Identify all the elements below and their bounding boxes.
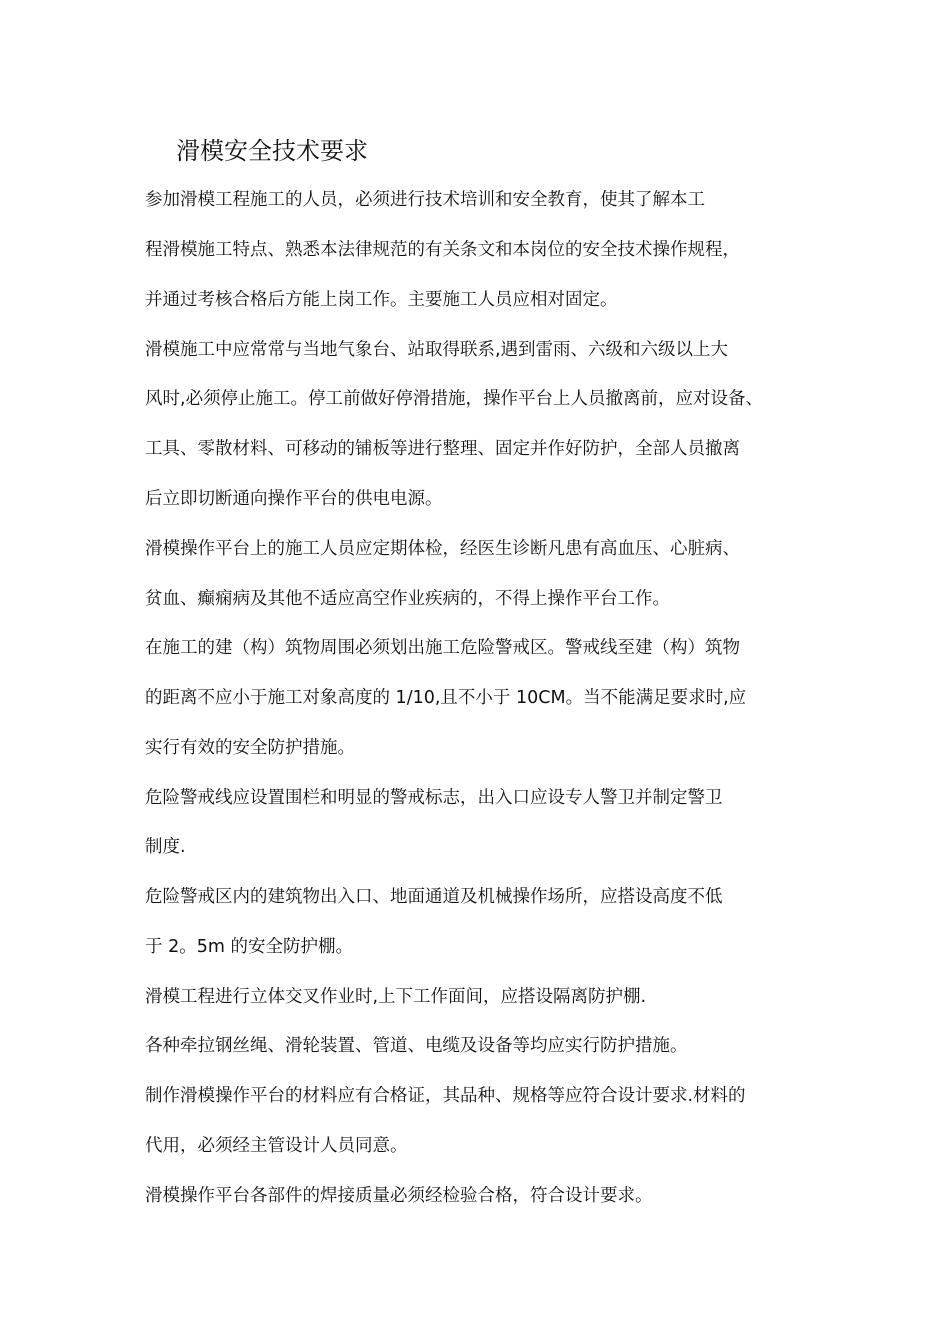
paragraph-line: 危险警戒线应设置围栏和明显的警戒标志，出入口应设专人警卫并制定警卫 (145, 788, 723, 808)
document-title: 滑模安全技术要求 (176, 137, 368, 165)
paragraph-line: 贫血、癫痫病及其他不适应高空作业疾病的，不得上操作平台工作。 (145, 589, 670, 609)
paragraph-line: 滑模操作平台各部件的焊接质量必须经检验合格，符合设计要求。 (145, 1186, 653, 1206)
paragraph-line: 后立即切断通向操作平台的供电电源。 (145, 489, 443, 509)
paragraph-line: 滑模操作平台上的施工人员应定期体检，经医生诊断凡患有高血压、心脏病、 (145, 539, 740, 559)
paragraph-line: 程滑模施工特点、熟悉本法律规范的有关条文和本岗位的安全技术操作规程， (145, 240, 740, 260)
paragraph-line: 的距离不应小于施工对象高度的 1/10,且不小于 10CM。当不能满足要求时,应 (145, 688, 747, 708)
paragraph-line: 制作滑模操作平台的材料应有合格证，其品种、规格等应符合设计要求.材料的 (145, 1086, 746, 1106)
paragraph-line: 危险警戒区内的建筑物出入口、地面通道及机械操作场所，应搭设高度不低 (145, 887, 723, 907)
paragraph-line: 滑模工程进行立体交叉作业时,上下工作面间，应搭设隔离防护棚. (145, 987, 647, 1007)
paragraph-line: 参加滑模工程施工的人员，必须进行技术培训和安全教育，使其了解本工 (145, 190, 705, 210)
paragraph-line: 工具、零散材料、可移动的铺板等进行整理、固定并作好防护，全部人员撤离 (145, 439, 740, 459)
paragraph-line: 在施工的建（构）筑物周围必须划出施工危险警戒区。警戒线至建（构）筑物 (145, 638, 740, 658)
paragraph-line: 代用，必须经主管设计人员同意。 (145, 1136, 408, 1156)
paragraph-line: 制度. (145, 837, 186, 857)
paragraph-line: 实行有效的安全防护措施。 (145, 738, 355, 758)
paragraph-line: 各种牵拉钢丝绳、滑轮装置、管道、电缆及设备等均应实行防护措施。 (145, 1036, 688, 1056)
paragraph-line: 风时,必须停止施工。停工前做好停滑措施，操作平台上人员撤离前，应对设备、 (145, 389, 764, 409)
paragraph-line: 并通过考核合格后方能上岗工作。主要施工人员应相对固定。 (145, 290, 618, 310)
paragraph-line: 滑模施工中应常常与当地气象台、站取得联系,遇到雷雨、六级和六级以上大 (145, 340, 729, 360)
paragraph-line: 于 2。5m 的安全防护棚。 (145, 937, 353, 957)
